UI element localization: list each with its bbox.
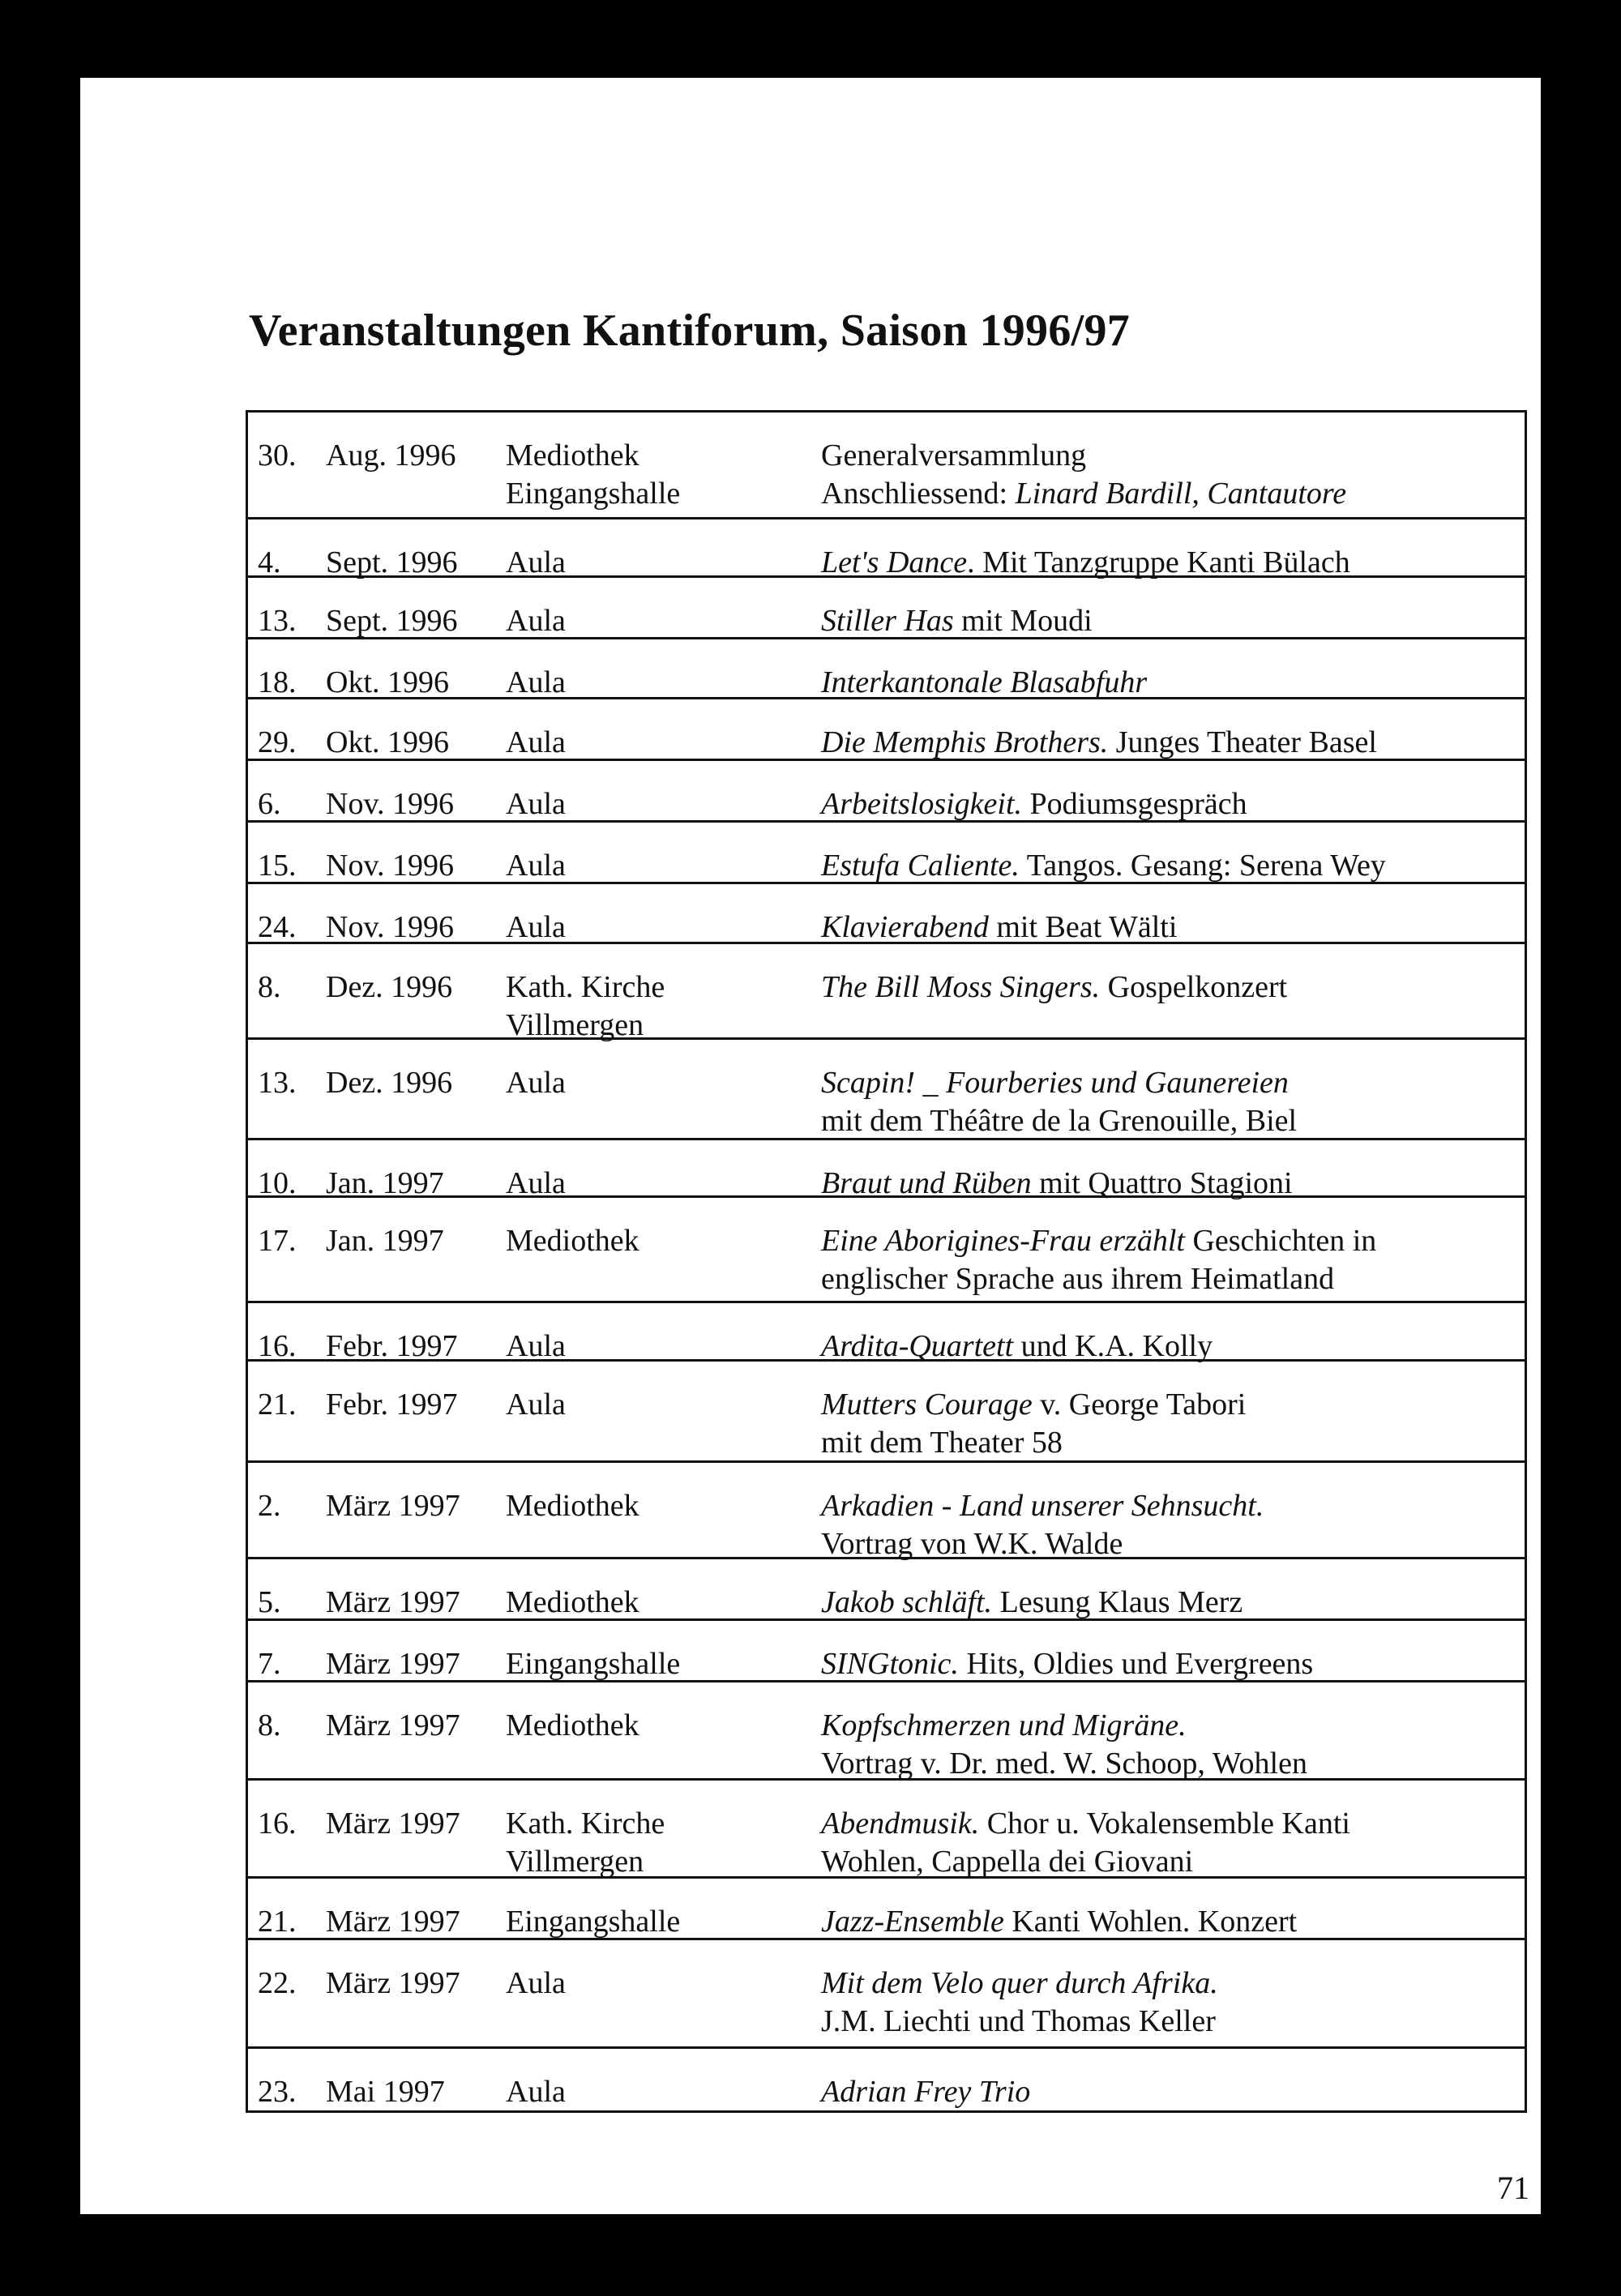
event-day: 13. <box>258 1066 297 1100</box>
event-title-italic: Mutters Courage <box>821 1387 1033 1422</box>
event-day: 29. <box>258 725 297 759</box>
event-location-line: Mediothek <box>506 1224 639 1258</box>
event-row <box>248 1879 1525 1940</box>
event-location-line: Mediothek <box>506 438 639 472</box>
event-description <box>821 1386 1246 1462</box>
event-month: Nov. 1996 <box>326 849 454 883</box>
event-day: 16. <box>258 1329 297 1363</box>
event-title-italic: Adrian Frey Trio <box>821 2075 1031 2109</box>
page-number: 71 <box>1497 2170 1529 2206</box>
event-day: 2. <box>258 1489 281 1523</box>
event-day: 21. <box>258 1905 297 1939</box>
event-row <box>248 2049 1525 2113</box>
event-location <box>506 909 566 947</box>
event-description-line <box>821 1525 1264 1563</box>
event-description-line <box>821 1745 1307 1783</box>
event-description <box>821 544 1350 582</box>
event-location <box>506 602 566 640</box>
event-row <box>248 1198 1525 1303</box>
event-location-line: Aula <box>506 910 566 944</box>
event-text: Podiumsgespräch <box>1022 787 1247 821</box>
event-day: 24. <box>258 910 297 944</box>
event-day: 4. <box>258 545 281 579</box>
event-description <box>821 1222 1376 1298</box>
event-location-line: Aula <box>506 1387 566 1422</box>
event-description <box>821 724 1377 762</box>
event-text: mit Beat Wälti <box>988 910 1178 944</box>
event-description-line <box>821 2003 1218 2041</box>
event-description <box>821 602 1093 640</box>
event-description <box>821 1487 1264 1563</box>
event-text: mit dem Théâtre de la Grenouille, Biel <box>821 1104 1298 1138</box>
event-month: Okt. 1996 <box>326 665 449 699</box>
event-location <box>506 1222 639 1260</box>
event-description-line <box>821 909 1177 947</box>
event-row <box>248 413 1525 519</box>
event-month: Nov. 1996 <box>326 910 454 944</box>
event-description-line <box>821 475 1346 513</box>
event-month: Sept. 1996 <box>326 604 458 638</box>
event-row <box>248 1940 1525 2049</box>
event-month: Febr. 1997 <box>326 1387 458 1422</box>
event-day: 10. <box>258 1166 297 1200</box>
event-location <box>506 1064 566 1102</box>
event-location <box>506 1645 680 1683</box>
event-text: v. George Tabori <box>1032 1387 1247 1422</box>
event-description-line <box>821 1805 1350 1843</box>
event-description <box>821 968 1287 1007</box>
event-location <box>506 544 566 582</box>
event-month: Nov. 1996 <box>326 787 454 821</box>
event-location-line: Aula <box>506 849 566 883</box>
event-location-line: Aula <box>506 1966 566 2000</box>
event-title-italic: Ardita-Quartett <box>821 1329 1014 1363</box>
event-description <box>821 1903 1297 1941</box>
page-title: Veranstaltungen Kantiforum, Saison 1996/97 <box>249 306 1131 356</box>
event-description-line <box>821 1386 1246 1424</box>
event-month: Jan. 1997 <box>326 1166 444 1200</box>
event-description-line <box>821 724 1377 762</box>
document-page <box>80 78 1541 2214</box>
event-month: Dez. 1996 <box>326 1066 453 1100</box>
event-row <box>248 1303 1525 1362</box>
event-month: Mai 1997 <box>326 2075 445 2109</box>
event-location-line: Eingangshalle <box>506 1647 681 1681</box>
event-description-line <box>821 437 1346 475</box>
event-title-italic: Klavierabend <box>821 910 989 944</box>
event-location <box>506 2073 566 2111</box>
event-day: 13. <box>258 604 297 638</box>
event-title-italic: Jazz-Ensemble <box>821 1905 1004 1939</box>
event-day: 7. <box>258 1647 281 1681</box>
event-location-line: Aula <box>506 1066 566 1100</box>
event-description <box>821 1064 1297 1140</box>
event-row <box>248 1682 1525 1781</box>
event-row <box>248 1781 1525 1879</box>
event-description <box>821 1707 1307 1783</box>
event-description-line <box>821 1222 1376 1260</box>
event-text: Hits, Oldies und Evergreens <box>958 1647 1314 1681</box>
event-day: 18. <box>258 665 297 699</box>
event-text: Anschliessend: <box>821 477 1016 511</box>
event-description-line <box>821 1843 1350 1881</box>
event-location-line: Kath. Kirche <box>506 970 665 1004</box>
event-location <box>506 664 566 702</box>
event-location <box>506 1903 680 1941</box>
event-text: mit dem Theater 58 <box>821 1426 1063 1460</box>
event-row <box>248 1040 1525 1140</box>
event-description-line <box>821 847 1386 885</box>
event-description-line <box>821 1487 1264 1525</box>
event-description-line <box>821 1707 1307 1745</box>
event-location-line: Aula <box>506 1166 566 1200</box>
event-title-italic: Linard Bardill, Cantautore <box>1015 477 1347 511</box>
event-title-italic: Die Memphis Brothers. <box>821 725 1109 759</box>
event-location <box>506 437 680 513</box>
event-location-line: Eingangshalle <box>506 477 681 511</box>
event-description-line <box>821 1165 1293 1203</box>
event-day: 22. <box>258 1966 297 2000</box>
event-row <box>248 884 1525 944</box>
event-text: Gospelkonzert <box>1100 970 1288 1004</box>
event-month: März 1997 <box>326 1708 460 1742</box>
event-location <box>506 1328 566 1366</box>
event-title-italic: Interkantonale Blasabfuhr <box>821 665 1148 699</box>
event-location <box>506 1487 639 1525</box>
event-title-italic: Arkadien - Land unserer Sehnsucht. <box>821 1489 1264 1523</box>
event-description <box>821 437 1346 513</box>
event-text: Geschichten in <box>1184 1224 1377 1258</box>
event-location-line: Aula <box>506 665 566 699</box>
event-location <box>506 1584 639 1622</box>
event-month: März 1997 <box>326 1647 460 1681</box>
event-location <box>506 1965 566 2003</box>
event-location <box>506 1707 639 1745</box>
event-month: Sept. 1996 <box>326 545 458 579</box>
event-description <box>821 1965 1218 2041</box>
event-location <box>506 1165 566 1203</box>
event-description-line <box>821 1102 1297 1140</box>
event-row <box>248 1559 1525 1621</box>
event-title-italic: Kopfschmerzen und Migräne. <box>821 1708 1187 1742</box>
event-text: Generalversammlung <box>821 438 1087 472</box>
event-description <box>821 1805 1350 1881</box>
event-title-italic: Let's Dance <box>821 545 968 579</box>
event-text: Lesung Klaus Merz <box>992 1585 1243 1619</box>
event-title-italic: Abendmusik. <box>821 1806 980 1841</box>
event-location-line: Aula <box>506 2075 566 2109</box>
event-description-line <box>821 1328 1213 1366</box>
event-description <box>821 1328 1213 1366</box>
event-row <box>248 823 1525 884</box>
event-row <box>248 944 1525 1040</box>
event-text: mit Quattro Stagioni <box>1031 1166 1293 1200</box>
event-location-line: Eingangshalle <box>506 1905 681 1939</box>
event-text: Vortrag von W.K. Walde <box>821 1527 1123 1561</box>
event-description <box>821 785 1247 823</box>
event-row <box>248 578 1525 639</box>
event-title-italic: Arbeitslosigkeit. <box>821 787 1023 821</box>
event-text: Junges Theater Basel <box>1108 725 1377 759</box>
event-location-line: Villmergen <box>506 1845 644 1879</box>
event-day: 15. <box>258 849 297 883</box>
event-title-italic: Estufa Caliente. <box>821 849 1020 883</box>
event-text: Vortrag v. Dr. med. W. Schoop, Wohlen <box>821 1747 1307 1781</box>
event-description-line <box>821 602 1093 640</box>
event-day: 30. <box>258 438 297 472</box>
event-description-line <box>821 785 1247 823</box>
event-location <box>506 724 566 762</box>
event-text: . Mit Tanzgruppe Kanti Bülach <box>967 545 1350 579</box>
event-text: und K.A. Kolly <box>1013 1329 1213 1363</box>
event-day: 23. <box>258 2075 297 2109</box>
event-location <box>506 1805 665 1881</box>
event-month: März 1997 <box>326 1905 460 1939</box>
event-day: 16. <box>258 1806 297 1841</box>
event-text: J.M. Liechti und Thomas Keller <box>821 2004 1216 2038</box>
event-row <box>248 1463 1525 1559</box>
event-row <box>248 699 1525 761</box>
event-location <box>506 847 566 885</box>
event-description <box>821 664 1147 702</box>
event-month: März 1997 <box>326 1806 460 1841</box>
event-month: März 1997 <box>326 1966 460 2000</box>
event-day: 21. <box>258 1387 297 1422</box>
event-description-line <box>821 1965 1218 2003</box>
event-location-line: Aula <box>506 1329 566 1363</box>
event-title-italic: Scapin! _ Fourberies und Gaunereien <box>821 1066 1289 1100</box>
event-title-italic: SINGtonic. <box>821 1647 959 1681</box>
event-text: mit Moudi <box>953 604 1093 638</box>
event-day: 8. <box>258 970 281 1004</box>
event-day: 8. <box>258 1708 281 1742</box>
event-text: Kanti Wohlen. Konzert <box>1003 1905 1298 1939</box>
event-day: 17. <box>258 1224 297 1258</box>
event-row <box>248 1362 1525 1463</box>
event-description <box>821 1584 1242 1622</box>
event-title-italic: Eine Aborigines-Frau erzählt <box>821 1224 1185 1258</box>
event-month: März 1997 <box>326 1585 460 1619</box>
event-text: Chor u. Vokalensemble Kanti <box>979 1806 1350 1841</box>
event-description-line <box>821 544 1350 582</box>
event-row <box>248 761 1525 823</box>
event-text: englischer Sprache aus ihrem Heimatland <box>821 1262 1335 1296</box>
event-location-line: Villmergen <box>506 1008 644 1042</box>
event-row <box>248 1140 1525 1198</box>
event-description-line <box>821 1424 1246 1462</box>
event-title-italic: Mit dem Velo quer durch Afrika. <box>821 1966 1218 2000</box>
event-description-line <box>821 968 1287 1007</box>
event-description-line <box>821 1903 1297 1941</box>
event-month: März 1997 <box>326 1489 460 1523</box>
event-description-line <box>821 1064 1297 1102</box>
event-description-line <box>821 1584 1242 1622</box>
event-location-line: Mediothek <box>506 1585 639 1619</box>
event-description <box>821 1165 1293 1203</box>
events-table <box>246 410 1527 2113</box>
event-month: Jan. 1997 <box>326 1224 444 1258</box>
event-title-italic: Jakob schläft. <box>821 1585 993 1619</box>
event-title-italic: The Bill Moss Singers. <box>821 970 1101 1004</box>
event-month: Aug. 1996 <box>326 438 456 472</box>
event-month: Febr. 1997 <box>326 1329 458 1363</box>
event-description <box>821 2073 1030 2111</box>
event-location-line: Aula <box>506 725 566 759</box>
event-month: Dez. 1996 <box>326 970 453 1004</box>
event-title-italic: Stiller Has <box>821 604 954 638</box>
event-location-line: Aula <box>506 545 566 579</box>
event-day: 6. <box>258 787 281 821</box>
event-location <box>506 968 665 1045</box>
event-location <box>506 785 566 823</box>
event-description-line <box>821 1645 1313 1683</box>
event-location-line: Mediothek <box>506 1489 639 1523</box>
event-description-line <box>821 1260 1376 1298</box>
event-text: Tangos. Gesang: Serena Wey <box>1019 849 1386 883</box>
event-description-line <box>821 664 1147 702</box>
event-description <box>821 1645 1313 1683</box>
event-day: 5. <box>258 1585 281 1619</box>
event-row <box>248 639 1525 699</box>
event-location-line: Aula <box>506 604 566 638</box>
event-text: Wohlen, Cappella dei Giovani <box>821 1845 1194 1879</box>
event-location <box>506 1386 566 1424</box>
event-row <box>248 1621 1525 1682</box>
event-location-line: Aula <box>506 787 566 821</box>
event-description <box>821 847 1386 885</box>
event-location-line: Kath. Kirche <box>506 1806 665 1841</box>
event-description <box>821 909 1177 947</box>
event-month: Okt. 1996 <box>326 725 449 759</box>
event-description-line <box>821 2073 1030 2111</box>
event-location-line: Mediothek <box>506 1708 639 1742</box>
event-row <box>248 519 1525 578</box>
event-title-italic: Braut und Rüben <box>821 1166 1032 1200</box>
